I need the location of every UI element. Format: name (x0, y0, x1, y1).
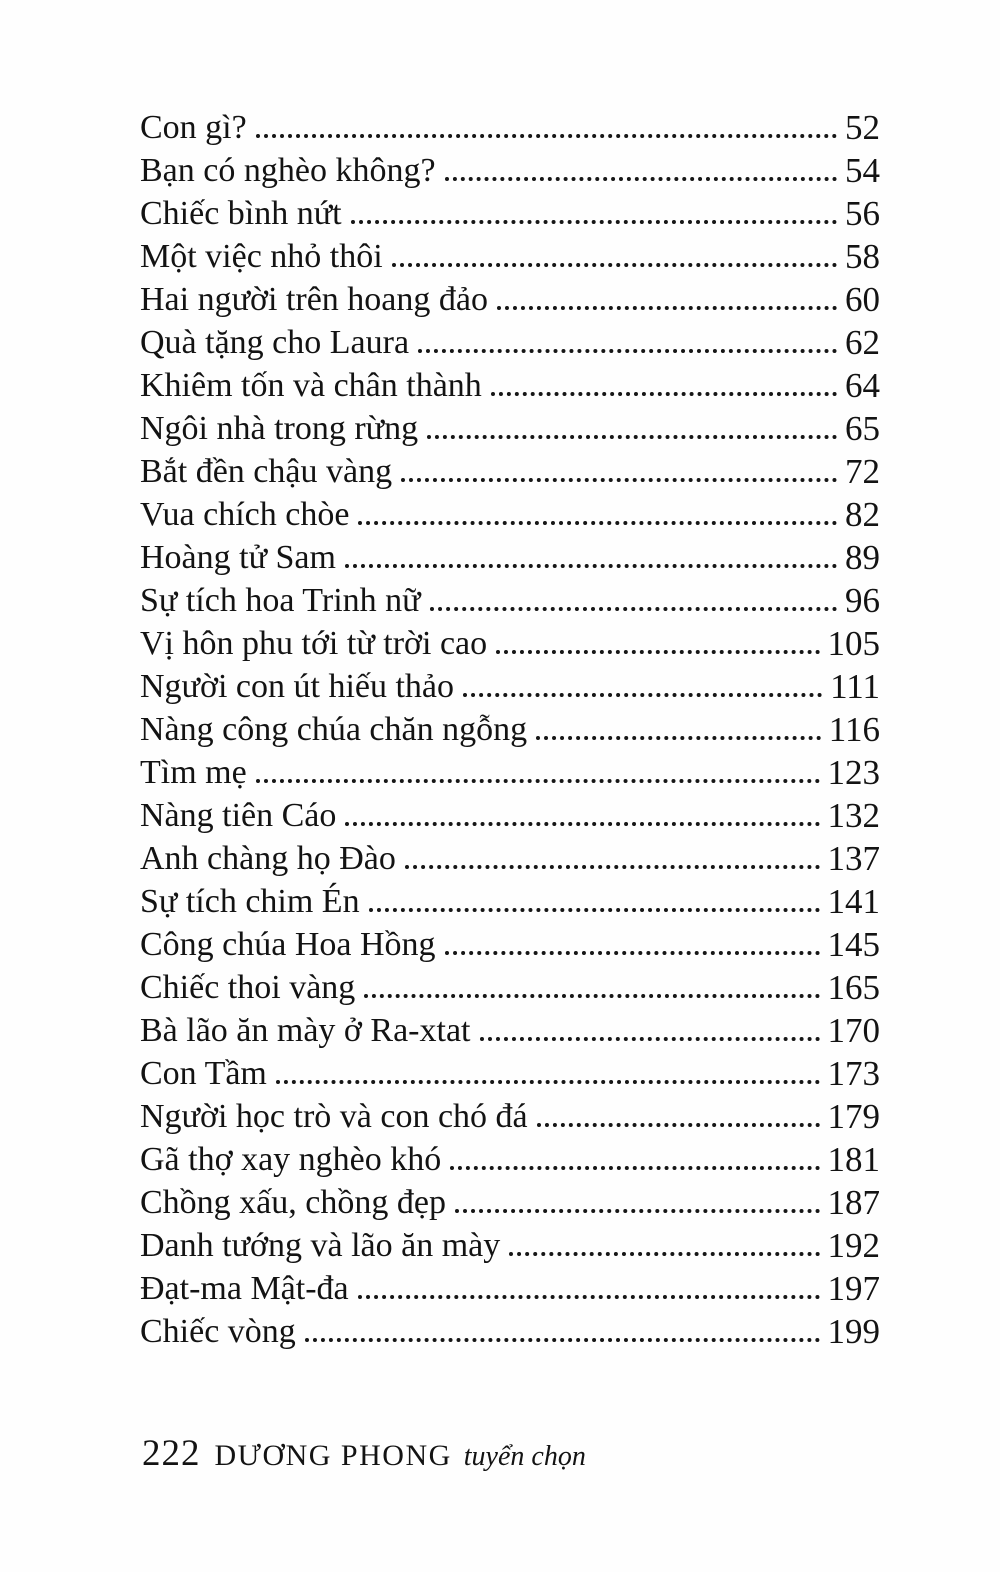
toc-entry-title: Một việc nhỏ thôi (140, 238, 383, 275)
table-of-contents (140, 106, 880, 1353)
toc-entry-title: Nàng tiên Cáo (140, 797, 337, 834)
toc-entry (140, 1181, 880, 1224)
toc-entry (140, 923, 880, 966)
toc-entry-page-number: 197 (827, 1269, 880, 1308)
dot-leader (358, 493, 837, 525)
toc-entry-title: Sự tích chim Én (140, 883, 360, 920)
dot-leader (455, 1181, 820, 1213)
toc-entry-title: Danh tướng và lão ăn mày (140, 1227, 501, 1264)
dot-leader (445, 923, 820, 955)
toc-entry-page-number: 58 (845, 237, 880, 276)
toc-entry (140, 235, 880, 278)
toc-entry (140, 364, 880, 407)
dot-leader (418, 321, 837, 353)
dot-leader (276, 1052, 820, 1084)
toc-entry-title: Bắt đền chậu vàng (140, 453, 393, 490)
toc-entry (140, 1224, 880, 1267)
toc-entry (140, 1138, 880, 1181)
toc-entry-page-number: 56 (845, 194, 880, 233)
footer-compiler-note: tuyển chọn (463, 1441, 586, 1472)
toc-entry-title: Hai người trên hoang đảo (140, 281, 488, 318)
toc-entry (140, 192, 880, 235)
toc-entry-title: Anh chàng họ Đào (140, 840, 396, 877)
toc-entry-page-number: 72 (845, 452, 880, 491)
toc-entry-title: Gã thợ xay nghèo khó (140, 1141, 442, 1178)
toc-entry-title: Sự tích hoa Trinh nữ (140, 582, 421, 619)
toc-entry (140, 966, 880, 1009)
toc-entry (140, 1310, 880, 1353)
dot-leader (358, 1267, 820, 1299)
dot-leader (450, 1138, 819, 1170)
dot-leader (445, 149, 837, 181)
toc-entry-title: Con gì? (140, 109, 247, 146)
dot-leader (537, 1095, 820, 1127)
toc-entry (140, 450, 880, 493)
toc-entry (140, 278, 880, 321)
toc-entry (140, 665, 880, 708)
toc-entry-title: Vị hôn phu tới từ trời cao (140, 625, 488, 662)
toc-entry (140, 579, 880, 622)
toc-entry-page-number: 173 (827, 1054, 880, 1093)
toc-entry-page-number: 54 (845, 151, 880, 190)
toc-entry-title: Người con út hiếu thảo (140, 668, 455, 705)
dot-leader (480, 1009, 820, 1041)
toc-entry-title: Ngôi nhà trong rừng (140, 410, 419, 447)
toc-entry-title: Con Tầm (140, 1055, 267, 1092)
toc-entry-title: Khiêm tốn và chân thành (140, 367, 482, 404)
toc-entry-title: Hoàng tử Sam (140, 539, 336, 576)
toc-entry-page-number: 141 (827, 882, 880, 921)
toc-entry (140, 622, 880, 665)
dot-leader (496, 622, 819, 654)
toc-entry-page-number: 64 (845, 366, 880, 405)
toc-entry-title: Tìm mẹ (140, 754, 247, 791)
toc-entry-page-number: 82 (845, 495, 880, 534)
toc-entry (140, 1052, 880, 1095)
toc-entry-page-number: 89 (845, 538, 880, 577)
toc-entry-page-number: 65 (845, 409, 880, 448)
toc-entry-page-number: 96 (845, 581, 880, 620)
dot-leader (345, 794, 819, 826)
toc-entry-page-number: 111 (830, 667, 880, 706)
toc-entry (140, 1095, 880, 1138)
toc-entry (140, 407, 880, 450)
dot-leader (401, 450, 837, 482)
dot-leader (256, 751, 820, 783)
page-footer (142, 1432, 586, 1475)
dot-leader (497, 278, 837, 310)
toc-entry-title: Chiếc vòng (140, 1313, 296, 1350)
toc-entry (140, 708, 880, 751)
toc-entry (140, 493, 880, 536)
dot-leader (369, 880, 820, 912)
toc-entry-page-number: 52 (845, 108, 880, 147)
toc-entry-page-number: 165 (827, 968, 880, 1007)
toc-entry-title: Người học trò và con chó đá (140, 1098, 528, 1135)
dot-leader (536, 708, 821, 740)
toc-entry (140, 880, 880, 923)
toc-entry (140, 149, 880, 192)
toc-entry-page-number: 181 (827, 1140, 880, 1179)
toc-entry-title: Đạt-ma Mật-đa (140, 1270, 349, 1307)
footer-page-number: 222 (142, 1433, 201, 1474)
dot-leader (491, 364, 837, 396)
dot-leader (256, 106, 837, 138)
toc-entry-page-number: 105 (827, 624, 880, 663)
toc-entry-page-number: 132 (827, 796, 880, 835)
dot-leader (427, 407, 837, 439)
dot-leader (392, 235, 837, 267)
toc-entry-page-number: 199 (827, 1312, 880, 1351)
dot-leader (351, 192, 837, 224)
dot-leader (345, 536, 837, 568)
toc-entry-title: Chồng xấu, chồng đẹp (140, 1184, 446, 1221)
toc-entry-page-number: 187 (827, 1183, 880, 1222)
toc-entry (140, 1267, 880, 1310)
dot-leader (305, 1310, 820, 1342)
toc-entry-page-number: 179 (827, 1097, 880, 1136)
toc-entry (140, 837, 880, 880)
toc-entry-page-number: 116 (828, 710, 880, 749)
footer-compiler-name: DƯƠNG PHONG (214, 1439, 452, 1472)
dot-leader (430, 579, 837, 611)
dot-leader (405, 837, 820, 869)
toc-entry (140, 106, 880, 149)
toc-entry-page-number: 123 (827, 753, 880, 792)
toc-entry-title: Chiếc bình nứt (140, 195, 342, 232)
toc-entry-title: Bạn có nghèo không? (140, 152, 436, 189)
toc-entry-page-number: 137 (827, 839, 880, 878)
dot-leader (364, 966, 819, 998)
toc-entry-title: Bà lão ăn mày ở Ra-xtat (140, 1012, 471, 1049)
toc-entry-page-number: 62 (845, 323, 880, 362)
toc-entry-title: Chiếc thoi vàng (140, 969, 356, 1006)
toc-entry (140, 536, 880, 579)
toc-entry (140, 794, 880, 837)
toc-entry-page-number: 60 (845, 280, 880, 319)
toc-entry-title: Nàng công chúa chăn ngỗng (140, 711, 528, 748)
dot-leader (509, 1224, 819, 1256)
toc-entry-title: Quà tặng cho Laura (140, 324, 410, 361)
toc-entry (140, 751, 880, 794)
toc-entry-page-number: 192 (827, 1226, 880, 1265)
toc-entry-page-number: 145 (827, 925, 880, 964)
toc-entry-title: Công chúa Hoa Hồng (140, 926, 436, 963)
toc-entry (140, 321, 880, 364)
toc-entry (140, 1009, 880, 1052)
toc-entry-title: Vua chích chòe (140, 496, 350, 533)
dot-leader (463, 665, 822, 697)
toc-entry-page-number: 170 (827, 1011, 880, 1050)
